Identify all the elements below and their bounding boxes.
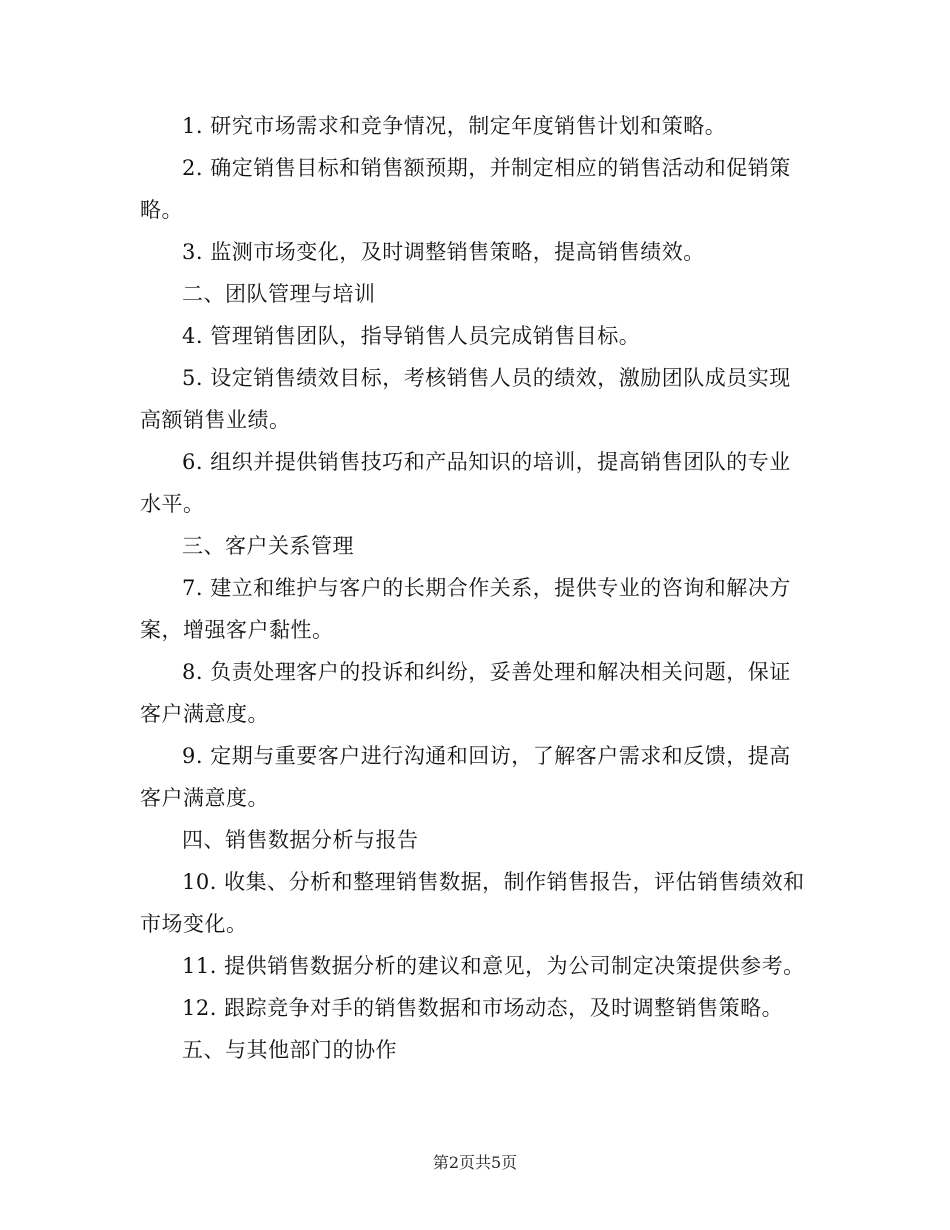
- section-heading: 五、与其他部门的协作: [182, 1038, 397, 1062]
- paragraph: 2. 确定销售目标和销售额预期，并制定相应的销售活动和促销策略。: [140, 156, 791, 222]
- paragraph: 7. 建立和维护与客户的长期合作关系，提供专业的咨询和解决方案，增强客户黏性。: [140, 576, 791, 642]
- paragraph: 4. 管理销售团队，指导销售人员完成销售目标。: [182, 324, 641, 348]
- document-body: [140, 105, 810, 1071]
- section-heading: 二、团队管理与培训: [182, 282, 376, 306]
- section-heading: 四、销售数据分析与报告: [182, 828, 419, 852]
- section-heading: 三、客户关系管理: [182, 534, 354, 558]
- paragraph: 9. 定期与重要客户进行沟通和回访，了解客户需求和反馈，提高客户满意度。: [140, 744, 791, 810]
- paragraph: 3. 监测市场变化，及时调整销售策略，提高销售绩效。: [182, 240, 705, 264]
- paragraph: 10. 收集、分析和整理销售数据，制作销售报告，评估销售绩效和市场变化。: [140, 870, 805, 936]
- paragraph: 12. 跟踪竞争对手的销售数据和市场动态，及时调整销售策略。: [182, 996, 784, 1020]
- paragraph: 1. 研究市场需求和竞争情况，制定年度销售计划和策略。: [182, 114, 727, 138]
- paragraph: 5. 设定销售绩效目标，考核销售人员的绩效，激励团队成员实现高额销售业绩。: [140, 366, 791, 432]
- paragraph: 11. 提供销售数据分析的建议和意见，为公司制定决策提供参考。: [182, 954, 805, 978]
- paragraph: 8. 负责处理客户的投诉和纠纷，妥善处理和解决相关问题，保证客户满意度。: [140, 660, 791, 726]
- page-number-footer: 第2页共5页: [432, 1153, 518, 1172]
- paragraph: 6. 组织并提供销售技巧和产品知识的培训，提高销售团队的专业水平。: [140, 450, 791, 516]
